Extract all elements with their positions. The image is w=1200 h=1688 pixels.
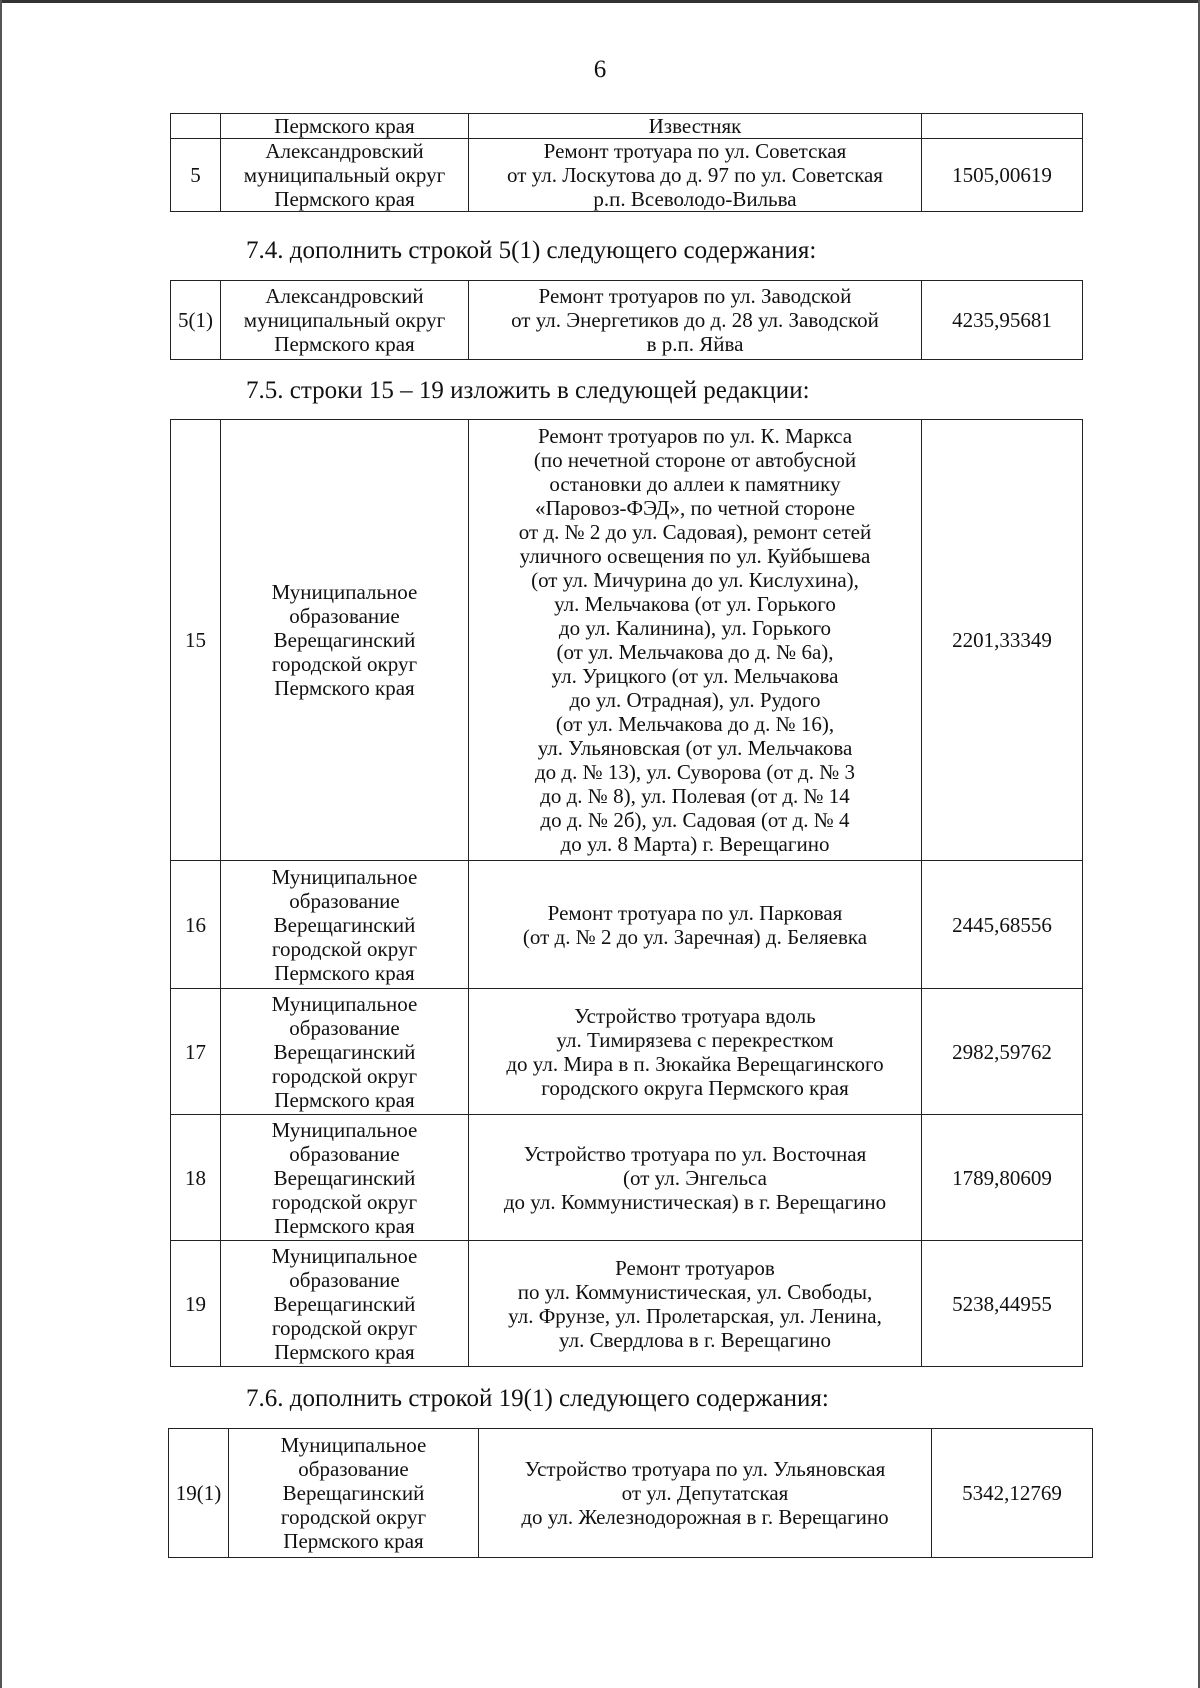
municipality-cell-line: Пермского края — [274, 1339, 415, 1364]
municipality-cell-line: Александровский — [265, 284, 424, 308]
municipality-cell — [221, 1115, 469, 1241]
description-cell-line: «Паровоз-ФЭД», по четной стороне — [534, 496, 856, 520]
description-cell-line: (от ул. Мельчакова до д. № 6а), — [556, 640, 834, 664]
municipality-cell — [221, 861, 469, 989]
municipality-cell-line: Муниципальное — [271, 580, 418, 604]
description-cell-line: Ремонт тротуаров по ул. К. Маркса — [537, 424, 853, 448]
municipality-cell-line: Верещагинский — [273, 912, 416, 937]
section-heading-7-6: 7.6. дополнить строкой 19(1) следующего содержания: — [246, 1385, 829, 1412]
description-cell — [469, 420, 922, 861]
row-number: 19(1) — [169, 1429, 229, 1558]
description-cell-line: (от д. № 2 до ул. Заречная) д. Беляевка — [522, 924, 868, 949]
row-number — [171, 114, 221, 139]
municipality-cell-line: образование — [289, 888, 400, 913]
description-cell-line: до д. № 2б), ул. Садовая (от д. № 4 — [540, 808, 850, 832]
municipality-cell-line: Муниципальное — [271, 1117, 418, 1142]
table-row — [169, 1429, 1093, 1558]
table-row — [171, 1241, 1083, 1367]
municipality-cell-line: Верещагинский — [273, 1291, 416, 1316]
page-left-border — [0, 0, 2, 1688]
description-cell-line: остановки до аллеи к памятнику — [549, 472, 841, 496]
row-number: 5 — [171, 139, 221, 212]
amount-cell: 2445,68556 — [922, 861, 1083, 989]
municipality-cell-line: Пермского края — [274, 332, 415, 356]
municipality-cell-line: городской округ — [271, 1189, 418, 1214]
description-cell — [469, 114, 922, 139]
description-cell-line: от ул. Депутатская — [621, 1481, 789, 1505]
description-cell-line: до ул. Железнодорожная в г. Верещагино — [521, 1505, 889, 1529]
description-cell-line: (по нечетной стороне от автобусной — [533, 448, 857, 472]
municipality-cell-line: образование — [298, 1457, 409, 1481]
municipality-cell — [229, 1429, 479, 1558]
table-row — [171, 1115, 1083, 1241]
description-cell-line: ул. Свердлова в г. Верещагино — [559, 1327, 831, 1352]
description-cell — [479, 1429, 932, 1558]
table-row-5-1 — [170, 280, 1083, 360]
municipality-cell-line: Пермского края — [274, 960, 415, 985]
description-cell-line: в р.п. Яйва — [646, 332, 744, 356]
description-cell — [469, 861, 922, 989]
municipality-cell — [221, 114, 469, 139]
municipality-cell-line: городской округ — [271, 936, 418, 961]
municipality-cell-line: Муниципальное — [271, 864, 418, 889]
municipality-cell — [221, 281, 469, 360]
row-number: 19 — [171, 1241, 221, 1367]
amount-cell: 5342,12769 — [932, 1429, 1093, 1558]
description-cell-line: р.п. Всеволодо-Вильва — [593, 187, 797, 211]
municipality-cell-line: Верещагинский — [282, 1481, 425, 1505]
municipality-cell-line: Муниципальное — [271, 991, 418, 1016]
amount-cell — [922, 114, 1083, 139]
description-cell-line: до д. № 8), ул. Полевая (от д. № 14 — [540, 784, 850, 808]
amount-cell: 2982,59762 — [922, 989, 1083, 1115]
description-cell-line: по ул. Коммунистическая, ул. Свободы, — [517, 1279, 873, 1304]
description-cell — [469, 989, 922, 1115]
table-row — [171, 114, 1083, 139]
description-cell-line: от ул. Энергетиков до д. 28 ул. Заводской — [511, 308, 879, 332]
row-number: 17 — [171, 989, 221, 1115]
description-cell-line: Устройство тротуара по ул. Восточная — [523, 1141, 867, 1166]
table-row — [171, 139, 1083, 212]
description-cell-line: Ремонт тротуара по ул. Советская — [543, 139, 847, 163]
description-cell-line: от ул. Лоскутова до д. 97 по ул. Советская — [507, 163, 883, 187]
description-cell-line: Ремонт тротуара по ул. Парковая — [547, 900, 843, 925]
description-cell-line: Устройство тротуара по ул. Ульяновская — [524, 1457, 886, 1481]
municipality-cell-line: Муниципальное — [271, 1243, 418, 1268]
table-row — [171, 281, 1083, 360]
municipality-cell-line: образование — [289, 604, 400, 628]
row-number: 15 — [171, 420, 221, 861]
table-continuation — [170, 113, 1083, 212]
municipality-cell-line: Верещагинский — [273, 1165, 416, 1190]
amount-cell: 2201,33349 — [922, 420, 1083, 861]
description-cell-line: Известняк — [648, 114, 742, 138]
municipality-cell-line: городской округ — [271, 652, 418, 676]
municipality-cell-line: Пермского края — [274, 187, 415, 211]
description-cell-line: (от ул. Энгельса — [623, 1165, 767, 1190]
description-cell-line: Ремонт тротуаров — [615, 1255, 775, 1280]
table-rows-15-19 — [170, 419, 1083, 1367]
description-cell-line: ул. Урицкого (от ул. Мельчакова — [551, 664, 839, 688]
page-number: 6 — [593, 56, 607, 83]
municipality-cell-line: Пермского края — [274, 1087, 415, 1112]
description-cell — [469, 1241, 922, 1367]
municipality-cell — [221, 1241, 469, 1367]
description-cell-line: ул. Мельчакова (от ул. Горького — [554, 592, 836, 616]
description-cell-line: до ул. Мира в п. Зюкайка Верещагинского — [506, 1051, 884, 1076]
municipality-cell-line: городской округ — [271, 1315, 418, 1340]
municipality-cell-line: городской округ — [280, 1505, 427, 1529]
municipality-cell-line: Пермского края — [274, 1213, 415, 1238]
description-cell-line: ул. Ульяновская (от ул. Мельчакова — [537, 736, 853, 760]
municipality-cell-line: городской округ — [271, 1063, 418, 1088]
table-row — [171, 861, 1083, 989]
description-cell-line: до ул. 8 Марта) г. Верещагино — [560, 832, 830, 856]
municipality-cell-line: образование — [289, 1141, 400, 1166]
municipality-cell-line: Пермского края — [274, 114, 415, 138]
municipality-cell-line: Александровский — [265, 139, 424, 163]
municipality-cell — [221, 420, 469, 861]
municipality-cell-line: образование — [289, 1267, 400, 1292]
description-cell-line: от д. № 2 до ул. Садовая), ремонт сетей — [518, 520, 872, 544]
municipality-cell-line: образование — [289, 1015, 400, 1040]
description-cell-line: ул. Фрунзе, ул. Пролетарская, ул. Ленина, — [508, 1303, 882, 1328]
municipality-cell-line: Муниципальное — [280, 1433, 427, 1457]
description-cell-line: до д. № 13), ул. Суворова (от д. № 3 — [534, 760, 856, 784]
description-cell-line: городского округа Пермского края — [541, 1075, 849, 1100]
description-cell — [469, 1115, 922, 1241]
table-row-19-1 — [168, 1428, 1093, 1558]
row-number: 5(1) — [171, 281, 221, 360]
description-cell — [469, 139, 922, 212]
municipality-cell-line: Пермского края — [274, 676, 415, 700]
description-cell-line: Устройство тротуара вдоль — [574, 1003, 816, 1028]
description-cell-line: ул. Тимирязева с перекрестком — [556, 1027, 834, 1052]
description-cell-line: уличного освещения по ул. Куйбышева — [519, 544, 871, 568]
row-number: 16 — [171, 861, 221, 989]
amount-cell: 1789,80609 — [922, 1115, 1083, 1241]
row-number: 18 — [171, 1115, 221, 1241]
description-cell-line: (от ул. Мичурина до ул. Кислухина), — [531, 568, 859, 592]
amount-cell: 5238,44955 — [922, 1241, 1083, 1367]
section-heading-7-4: 7.4. дополнить строкой 5(1) следующего содержания: — [246, 237, 817, 264]
municipality-cell-line: муниципальный округ — [243, 163, 446, 187]
description-cell-line: до ул. Калинина), ул. Горького — [558, 616, 832, 640]
amount-cell: 1505,00619 — [922, 139, 1083, 212]
description-cell — [469, 281, 922, 360]
amount-cell: 4235,95681 — [922, 281, 1083, 360]
municipality-cell — [221, 139, 469, 212]
description-cell-line: до ул. Коммунистическая) в г. Верещагино — [503, 1189, 887, 1214]
section-heading-7-5: 7.5. строки 15 – 19 изложить в следующей редакции: — [246, 377, 810, 404]
municipality-cell-line: Верещагинский — [273, 1039, 416, 1064]
municipality-cell — [221, 989, 469, 1115]
description-cell-line: Ремонт тротуаров по ул. Заводской — [538, 284, 852, 308]
page-top-border — [0, 0, 1200, 3]
municipality-cell-line: Пермского края — [283, 1529, 424, 1553]
table-row — [171, 989, 1083, 1115]
municipality-cell-line: Верещагинский — [273, 628, 416, 652]
description-cell-line: до ул. Отрадная), ул. Рудого — [569, 688, 821, 712]
table-row — [171, 420, 1083, 861]
description-cell-line: (от ул. Мельчакова до д. № 16), — [555, 712, 835, 736]
municipality-cell-line: муниципальный округ — [243, 308, 446, 332]
